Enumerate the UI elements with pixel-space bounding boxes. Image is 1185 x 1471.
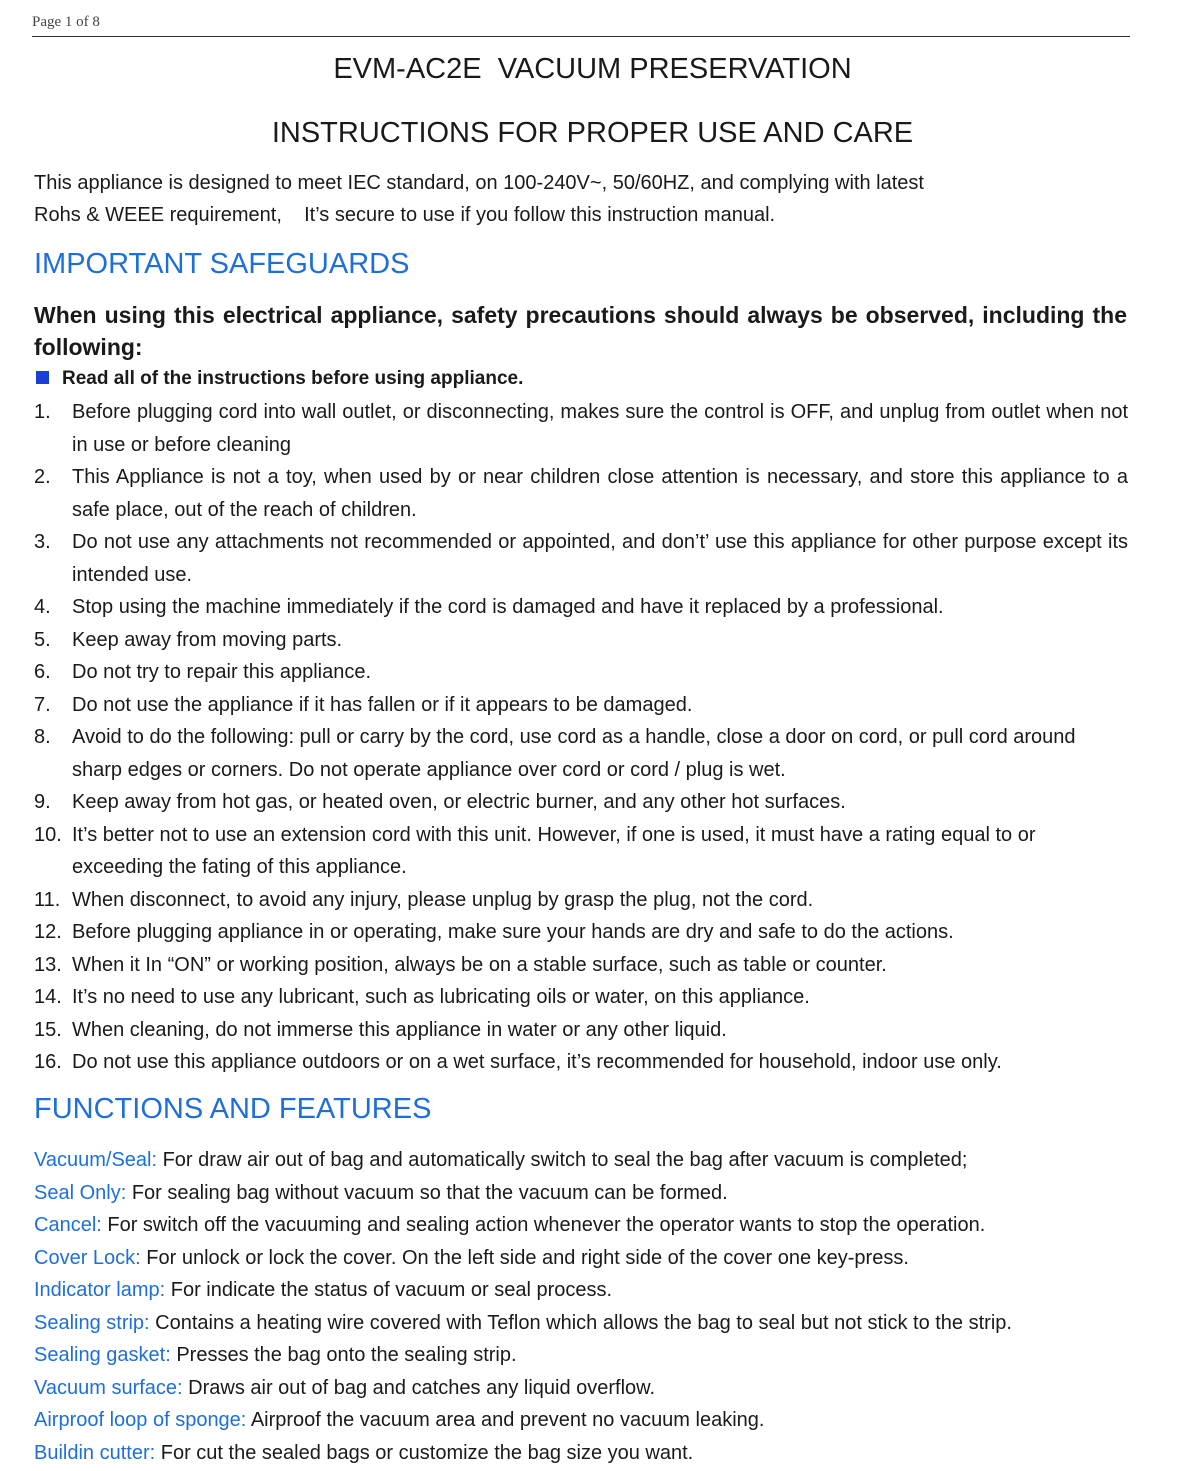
list-item-text: Do not use the appliance if it has fallen or if it appears to be damaged. xyxy=(72,693,693,716)
feature-label: Cancel: xyxy=(34,1214,102,1236)
list-item-text: Do not use any attachments not recommended or appointed, and don’t’ use this appliance for other purpose except its intended use. xyxy=(72,531,1128,586)
feature-label: Vacuum surface: xyxy=(34,1376,183,1399)
list-item-text: This Appliance is not a toy, when used by or near children close attention is necessary, and store this appliance to a safe place, out of the reach of children. xyxy=(72,466,1128,521)
intro-line-2: Rohs & WEEE requirement, It’s secure to use if you follow this instruction manual. xyxy=(34,204,776,226)
feature-label: Cover Lock: xyxy=(34,1246,141,1269)
list-item-number: 11. xyxy=(34,888,61,911)
page-number: Page 1 of 8 xyxy=(32,14,100,30)
feature-row xyxy=(34,1144,1134,1177)
feature-description: For unlock or lock the cover. On the left side and right side of the cover one key-press. xyxy=(140,1246,909,1269)
list-item-number: 1. xyxy=(34,401,51,423)
list-item-number: 9. xyxy=(34,791,51,813)
list-item xyxy=(34,1046,1128,1079)
list-item xyxy=(34,916,1128,949)
intro-line-1: This appliance is designed to meet IEC standard, on 100-240V~, 50/60HZ, and complying with latest xyxy=(34,172,924,194)
list-item xyxy=(34,981,1128,1014)
list-item-text: It’s better not to use an extension cord with this unit. However, if one is used, it must have a rating equal to or exceeding the fating of this appliance. xyxy=(72,823,1036,878)
list-item-text: Do not use this appliance outdoors or on a wet surface, it’s recommended for household, indoor use only. xyxy=(72,1051,1002,1073)
list-item xyxy=(34,786,1128,819)
feature-label: Sealing strip: xyxy=(34,1311,150,1334)
safeguards-list xyxy=(34,396,1128,1079)
feature-description: For indicate the status of vacuum or seal process. xyxy=(165,1279,613,1301)
list-item-text: When cleaning, do not immerse this appliance in water or any other liquid. xyxy=(72,1018,727,1041)
list-item-text: Keep away from moving parts. xyxy=(72,628,343,651)
list-item-text: Do not try to repair this appliance. xyxy=(72,661,372,683)
list-item xyxy=(34,461,1128,526)
list-item xyxy=(34,819,1128,884)
list-item-number: 3. xyxy=(34,531,51,553)
list-item xyxy=(34,526,1128,591)
list-item-text: Keep away from hot gas, or heated oven, or electric burner, and any other hot surfaces. xyxy=(72,791,846,813)
list-item xyxy=(34,884,1128,917)
list-item-number: 2. xyxy=(34,466,51,488)
feature-description: For sealing bag without vacuum so that the vacuum can be formed. xyxy=(126,1181,728,1204)
list-item xyxy=(34,624,1128,657)
list-item-text: When it In “ON” or working position, always be on a stable surface, such as table or counter. xyxy=(72,953,887,976)
list-item-text: Before plugging appliance in or operating, make sure your hands are dry and safe to do the actions. xyxy=(72,921,954,943)
list-item-text: Before plugging cord into wall outlet, or disconnecting, makes sure the control is OFF, and unplug from outlet when not in use or before cleaning xyxy=(72,401,1128,456)
list-item-number: 14. xyxy=(34,986,62,1008)
list-item xyxy=(34,689,1128,722)
feature-description: For draw air out of bag and automatically switch to seal the bag after vacuum is completed; xyxy=(157,1149,968,1171)
feature-row xyxy=(34,1404,1134,1437)
list-item-number: 16. xyxy=(34,1051,62,1073)
list-item xyxy=(34,949,1128,982)
feature-description: Draws air out of bag and catches any liquid overflow. xyxy=(182,1376,656,1399)
feature-label: Indicator lamp: xyxy=(34,1279,166,1301)
read-all-notice xyxy=(36,368,523,390)
list-item xyxy=(34,656,1128,689)
feature-row xyxy=(34,1177,1134,1210)
list-item-text: Avoid to do the following: pull or carry by the cord, use cord as a handle, close a door on cord, or pull cord around sharp edges or corners. Do not operate appliance over cord or cord / plug is wet. xyxy=(72,726,1076,781)
list-item-number: 12. xyxy=(34,921,62,943)
feature-description: Airproof the vacuum area and prevent no vacuum leaking. xyxy=(246,1409,765,1431)
list-item-text: When disconnect, to avoid any injury, please unplug by grasp the plug, not the cord. xyxy=(72,888,814,911)
functions-heading: FUNCTIONS AND FEATURES xyxy=(34,1093,432,1125)
safety-warning: When using this electrical appliance, safety precautions should always be observed, including the following: xyxy=(34,302,1127,360)
list-item-number: 4. xyxy=(34,596,51,618)
list-item-number: 6. xyxy=(34,661,51,683)
feature-label: Buildin cutter: xyxy=(34,1441,156,1464)
read-all-text: Read all of the instructions before using appliance. xyxy=(62,368,524,389)
list-item-text: It’s no need to use any lubricant, such as lubricating oils or water, on this appliance. xyxy=(72,986,810,1008)
list-item-text: Stop using the machine immediately if the cord is damaged and have it replaced by a professional. xyxy=(72,596,944,618)
feature-description: Contains a heating wire covered with Teflon which allows the bag to seal but not stick to the strip. xyxy=(149,1311,1012,1334)
feature-label: Seal Only: xyxy=(34,1181,127,1204)
feature-row xyxy=(34,1372,1134,1405)
list-item-number: 15. xyxy=(34,1018,62,1041)
list-item xyxy=(34,591,1128,624)
feature-description: For switch off the vacuuming and sealing action whenever the operator wants to stop the operation. xyxy=(101,1214,986,1236)
feature-label: Airproof loop of sponge: xyxy=(34,1409,247,1431)
feature-row xyxy=(34,1339,1134,1372)
list-item-number: 7. xyxy=(34,693,51,716)
square-bullet-icon xyxy=(36,371,49,384)
document-subtitle: INSTRUCTIONS FOR PROPER USE AND CARE xyxy=(271,117,914,149)
feature-row xyxy=(34,1437,1134,1470)
list-item xyxy=(34,1014,1128,1047)
list-item-number: 10. xyxy=(34,823,62,846)
list-item xyxy=(34,396,1128,461)
feature-row xyxy=(34,1209,1134,1242)
safeguards-heading: IMPORTANT SAFEGUARDS xyxy=(34,248,410,280)
feature-row xyxy=(34,1274,1134,1307)
feature-label: Vacuum/Seal: xyxy=(34,1149,158,1171)
document-title: EVM-AC2E VACUUM PRESERVATION xyxy=(333,53,852,85)
list-item-number: 8. xyxy=(34,726,51,748)
page-header xyxy=(32,10,1130,37)
feature-row xyxy=(34,1242,1134,1275)
list-item-number: 5. xyxy=(34,628,51,651)
features-list xyxy=(34,1144,1134,1469)
feature-label: Sealing gasket: xyxy=(34,1344,171,1366)
list-item xyxy=(34,721,1128,786)
feature-description: Presses the bag onto the sealing strip. xyxy=(170,1344,517,1366)
feature-description: For cut the sealed bags or customize the bag size you want. xyxy=(155,1441,694,1464)
list-item-number: 13. xyxy=(34,953,62,976)
feature-row xyxy=(34,1307,1134,1340)
